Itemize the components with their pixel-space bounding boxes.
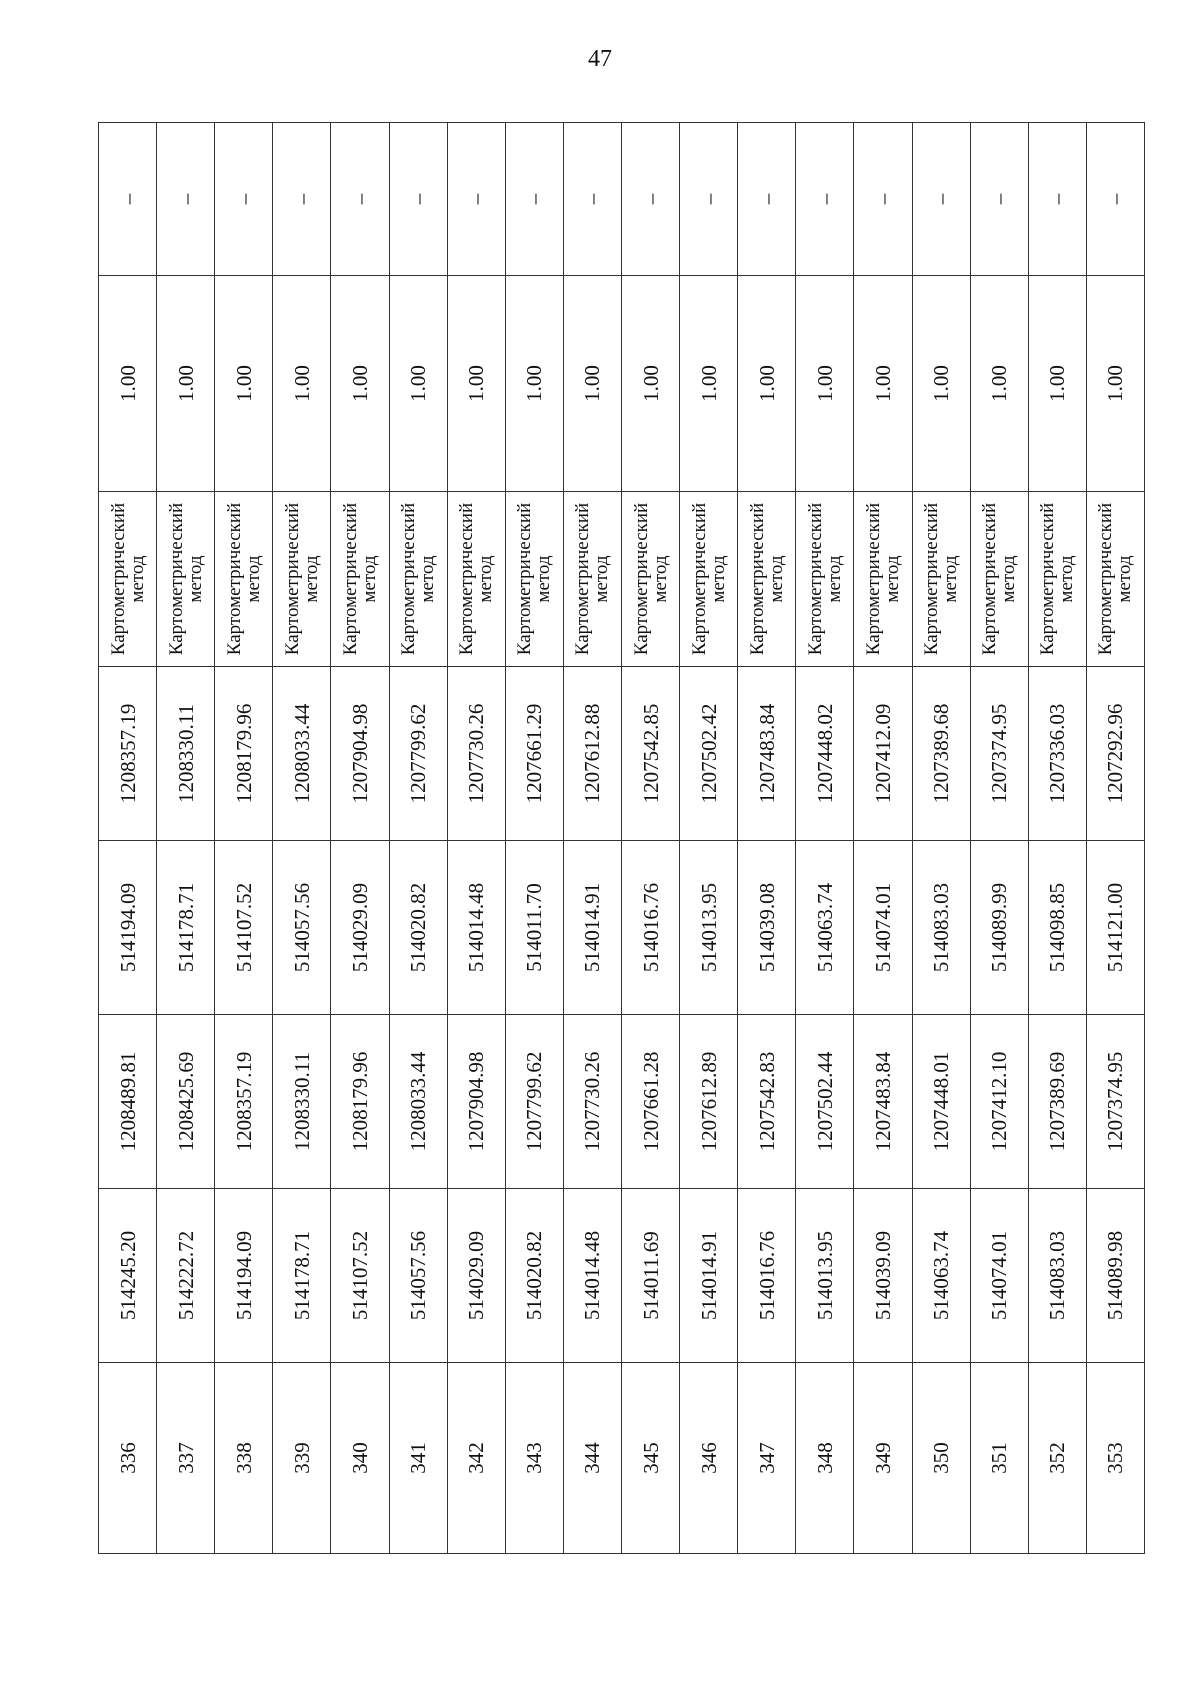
method-line-2: метод — [358, 555, 380, 603]
rotated-table — [98, 123, 1145, 1554]
y-start-cell: 1207799.62 — [505, 1015, 563, 1189]
table-row — [1086, 123, 1144, 1554]
accuracy-cell: 1.00 — [621, 276, 679, 492]
accuracy-cell: 1.00 — [215, 276, 273, 492]
x-start-cell: 514016.76 — [738, 1189, 796, 1363]
method-line-1: Картометрический — [1095, 502, 1117, 656]
accuracy-cell: 1.00 — [912, 276, 970, 492]
y-start-cell: 1208357.19 — [215, 1015, 273, 1189]
note-cell: – — [970, 123, 1028, 276]
x-end-cell: 514083.03 — [912, 841, 970, 1015]
method-line-1: Картометрический — [572, 502, 594, 656]
method-line-2: метод — [823, 555, 845, 603]
accuracy-cell: 1.00 — [970, 276, 1028, 492]
y-start-cell: 1208489.81 — [99, 1015, 157, 1189]
method-cell — [621, 492, 679, 667]
method-cell — [389, 492, 447, 667]
method-cell — [912, 492, 970, 667]
method-line-1: Картометрический — [514, 502, 536, 656]
point-number-cell: 352 — [1028, 1363, 1086, 1554]
y-start-cell: 1207502.44 — [796, 1015, 854, 1189]
accuracy-cell: 1.00 — [1028, 276, 1086, 492]
x-start-cell: 514020.82 — [505, 1189, 563, 1363]
y-end-cell: 1207292.96 — [1086, 667, 1144, 841]
accuracy-cell: 1.00 — [738, 276, 796, 492]
x-end-cell: 514013.95 — [680, 841, 738, 1015]
x-end-cell: 514107.52 — [215, 841, 273, 1015]
table-row — [447, 123, 505, 1554]
method-line-2: метод — [1056, 555, 1078, 603]
x-end-cell: 514011.70 — [505, 841, 563, 1015]
method-line-2: метод — [184, 555, 206, 603]
y-end-cell: 1208357.19 — [99, 667, 157, 841]
x-start-cell: 514011.69 — [621, 1189, 679, 1363]
method-line-1: Картометрический — [223, 502, 245, 656]
method-line-2: метод — [242, 555, 264, 603]
y-end-cell: 1207389.68 — [912, 667, 970, 841]
note-cell: – — [621, 123, 679, 276]
point-number-cell: 339 — [273, 1363, 331, 1554]
x-start-cell: 514063.74 — [912, 1189, 970, 1363]
method-cell — [505, 492, 563, 667]
table-row — [331, 123, 389, 1554]
method-cell — [447, 492, 505, 667]
x-start-cell: 514029.09 — [447, 1189, 505, 1363]
note-cell: – — [563, 123, 621, 276]
x-start-cell: 514245.20 — [99, 1189, 157, 1363]
note-cell: – — [331, 123, 389, 276]
method-line-1: Картометрический — [456, 502, 478, 656]
y-end-cell: 1208179.96 — [215, 667, 273, 841]
method-cell — [796, 492, 854, 667]
y-end-cell: 1207448.02 — [796, 667, 854, 841]
y-start-cell: 1207389.69 — [1028, 1015, 1086, 1189]
y-start-cell: 1208425.69 — [157, 1015, 215, 1189]
x-end-cell: 514014.48 — [447, 841, 505, 1015]
method-line-1: Картометрический — [107, 502, 129, 656]
y-start-cell: 1207412.10 — [970, 1015, 1028, 1189]
x-end-cell: 514063.74 — [796, 841, 854, 1015]
point-number-cell: 344 — [563, 1363, 621, 1554]
point-number-cell: 350 — [912, 1363, 970, 1554]
method-cell — [854, 492, 912, 667]
method-line-1: Картометрический — [398, 502, 420, 656]
method-line-2: метод — [533, 555, 555, 603]
table-row — [680, 123, 738, 1554]
y-start-cell: 1207448.01 — [912, 1015, 970, 1189]
table-row — [273, 123, 331, 1554]
accuracy-cell: 1.00 — [99, 276, 157, 492]
x-start-cell: 514057.56 — [389, 1189, 447, 1363]
method-line-1: Картометрический — [804, 502, 826, 656]
point-number-cell: 340 — [331, 1363, 389, 1554]
note-cell: – — [99, 123, 157, 276]
table-row — [99, 123, 157, 1554]
y-end-cell: 1207904.98 — [331, 667, 389, 841]
table-row — [621, 123, 679, 1554]
y-end-cell: 1208330.11 — [157, 667, 215, 841]
point-number-cell: 353 — [1086, 1363, 1144, 1554]
accuracy-cell: 1.00 — [563, 276, 621, 492]
x-start-cell: 514222.72 — [157, 1189, 215, 1363]
point-number-cell: 342 — [447, 1363, 505, 1554]
method-line-1: Картометрический — [979, 502, 1001, 656]
method-line-1: Картометрический — [281, 502, 303, 656]
x-start-cell: 514083.03 — [1028, 1189, 1086, 1363]
y-start-cell: 1208330.11 — [273, 1015, 331, 1189]
y-end-cell: 1207730.26 — [447, 667, 505, 841]
y-end-cell: 1207483.84 — [738, 667, 796, 841]
x-start-cell: 514014.48 — [563, 1189, 621, 1363]
coordinates-table — [98, 122, 1145, 1554]
accuracy-cell: 1.00 — [680, 276, 738, 492]
note-cell: – — [505, 123, 563, 276]
x-end-cell: 514121.00 — [1086, 841, 1144, 1015]
x-end-cell: 514029.09 — [331, 841, 389, 1015]
point-number-cell: 345 — [621, 1363, 679, 1554]
method-cell — [99, 492, 157, 667]
method-line-2: метод — [707, 555, 729, 603]
note-cell: – — [447, 123, 505, 276]
y-start-cell: 1207483.84 — [854, 1015, 912, 1189]
point-number-cell: 341 — [389, 1363, 447, 1554]
x-start-cell: 514194.09 — [215, 1189, 273, 1363]
x-end-cell: 514057.56 — [273, 841, 331, 1015]
table-row — [215, 123, 273, 1554]
method-cell — [1086, 492, 1144, 667]
method-line-2: метод — [300, 555, 322, 603]
table-row — [854, 123, 912, 1554]
y-start-cell: 1207730.26 — [563, 1015, 621, 1189]
point-number-cell: 336 — [99, 1363, 157, 1554]
y-end-cell: 1207374.95 — [970, 667, 1028, 841]
accuracy-cell: 1.00 — [796, 276, 854, 492]
table-row — [1028, 123, 1086, 1554]
method-line-1: Картометрический — [921, 502, 943, 656]
x-start-cell: 514178.71 — [273, 1189, 331, 1363]
accuracy-cell: 1.00 — [157, 276, 215, 492]
x-end-cell: 514039.08 — [738, 841, 796, 1015]
note-cell: – — [1086, 123, 1144, 276]
method-line-1: Картометрический — [862, 502, 884, 656]
x-start-cell: 514039.09 — [854, 1189, 912, 1363]
point-number-cell: 346 — [680, 1363, 738, 1554]
accuracy-cell: 1.00 — [505, 276, 563, 492]
y-end-cell: 1207336.03 — [1028, 667, 1086, 841]
note-cell: – — [912, 123, 970, 276]
x-end-cell: 514016.76 — [621, 841, 679, 1015]
accuracy-cell: 1.00 — [331, 276, 389, 492]
method-cell — [680, 492, 738, 667]
method-line-2: метод — [126, 555, 148, 603]
accuracy-cell: 1.00 — [1086, 276, 1144, 492]
y-start-cell: 1207661.28 — [621, 1015, 679, 1189]
x-start-cell: 514013.95 — [796, 1189, 854, 1363]
x-start-cell: 514089.98 — [1086, 1189, 1144, 1363]
y-end-cell: 1207661.29 — [505, 667, 563, 841]
y-end-cell: 1207542.85 — [621, 667, 679, 841]
point-number-cell: 347 — [738, 1363, 796, 1554]
note-cell: – — [389, 123, 447, 276]
method-cell — [738, 492, 796, 667]
note-cell: – — [215, 123, 273, 276]
y-end-cell: 1208033.44 — [273, 667, 331, 841]
y-start-cell: 1207542.83 — [738, 1015, 796, 1189]
x-end-cell: 514178.71 — [157, 841, 215, 1015]
method-line-2: метод — [591, 555, 613, 603]
x-start-cell: 514074.01 — [970, 1189, 1028, 1363]
note-cell: – — [157, 123, 215, 276]
point-number-cell: 343 — [505, 1363, 563, 1554]
method-line-2: метод — [649, 555, 671, 603]
note-cell: – — [854, 123, 912, 276]
method-cell — [563, 492, 621, 667]
method-line-1: Картометрический — [630, 502, 652, 656]
x-end-cell: 514098.85 — [1028, 841, 1086, 1015]
x-end-cell: 514089.99 — [970, 841, 1028, 1015]
note-cell: – — [680, 123, 738, 276]
table-row — [505, 123, 563, 1554]
y-end-cell: 1207412.09 — [854, 667, 912, 841]
table-body — [99, 123, 1145, 1554]
method-line-2: метод — [940, 555, 962, 603]
method-cell — [215, 492, 273, 667]
method-line-2: метод — [881, 555, 903, 603]
table-row — [970, 123, 1028, 1554]
table-row — [912, 123, 970, 1554]
y-end-cell: 1207799.62 — [389, 667, 447, 841]
accuracy-cell: 1.00 — [273, 276, 331, 492]
point-number-cell: 337 — [157, 1363, 215, 1554]
method-line-1: Картометрический — [688, 502, 710, 656]
point-number-cell: 351 — [970, 1363, 1028, 1554]
method-cell — [157, 492, 215, 667]
method-line-1: Картометрический — [746, 502, 768, 656]
note-cell: – — [796, 123, 854, 276]
note-cell: – — [1028, 123, 1086, 276]
y-start-cell: 1208033.44 — [389, 1015, 447, 1189]
note-cell: – — [738, 123, 796, 276]
x-end-cell: 514194.09 — [99, 841, 157, 1015]
method-line-1: Картометрический — [1037, 502, 1059, 656]
method-line-2: метод — [1114, 555, 1136, 603]
point-number-cell: 338 — [215, 1363, 273, 1554]
method-line-1: Картометрический — [165, 502, 187, 656]
y-end-cell: 1207502.42 — [680, 667, 738, 841]
method-cell — [970, 492, 1028, 667]
x-start-cell: 514014.91 — [680, 1189, 738, 1363]
table-row — [796, 123, 854, 1554]
x-end-cell: 514020.82 — [389, 841, 447, 1015]
y-start-cell: 1207612.89 — [680, 1015, 738, 1189]
method-line-2: метод — [998, 555, 1020, 603]
x-end-cell: 514014.91 — [563, 841, 621, 1015]
method-line-2: метод — [417, 555, 439, 603]
method-cell — [331, 492, 389, 667]
y-end-cell: 1207612.88 — [563, 667, 621, 841]
method-line-1: Картометрический — [339, 502, 361, 656]
x-start-cell: 514107.52 — [331, 1189, 389, 1363]
accuracy-cell: 1.00 — [854, 276, 912, 492]
table-row — [738, 123, 796, 1554]
page-number: 47 — [588, 46, 612, 72]
accuracy-cell: 1.00 — [389, 276, 447, 492]
coordinates-table-area — [98, 123, 1145, 1554]
point-number-cell: 348 — [796, 1363, 854, 1554]
method-line-2: метод — [765, 555, 787, 603]
table-row — [389, 123, 447, 1554]
x-end-cell: 514074.01 — [854, 841, 912, 1015]
y-start-cell: 1208179.96 — [331, 1015, 389, 1189]
y-start-cell: 1207904.98 — [447, 1015, 505, 1189]
method-cell — [273, 492, 331, 667]
method-cell — [1028, 492, 1086, 667]
table-row — [563, 123, 621, 1554]
y-start-cell: 1207374.95 — [1086, 1015, 1144, 1189]
table-row — [157, 123, 215, 1554]
method-line-2: метод — [475, 555, 497, 603]
point-number-cell: 349 — [854, 1363, 912, 1554]
accuracy-cell: 1.00 — [447, 276, 505, 492]
note-cell: – — [273, 123, 331, 276]
